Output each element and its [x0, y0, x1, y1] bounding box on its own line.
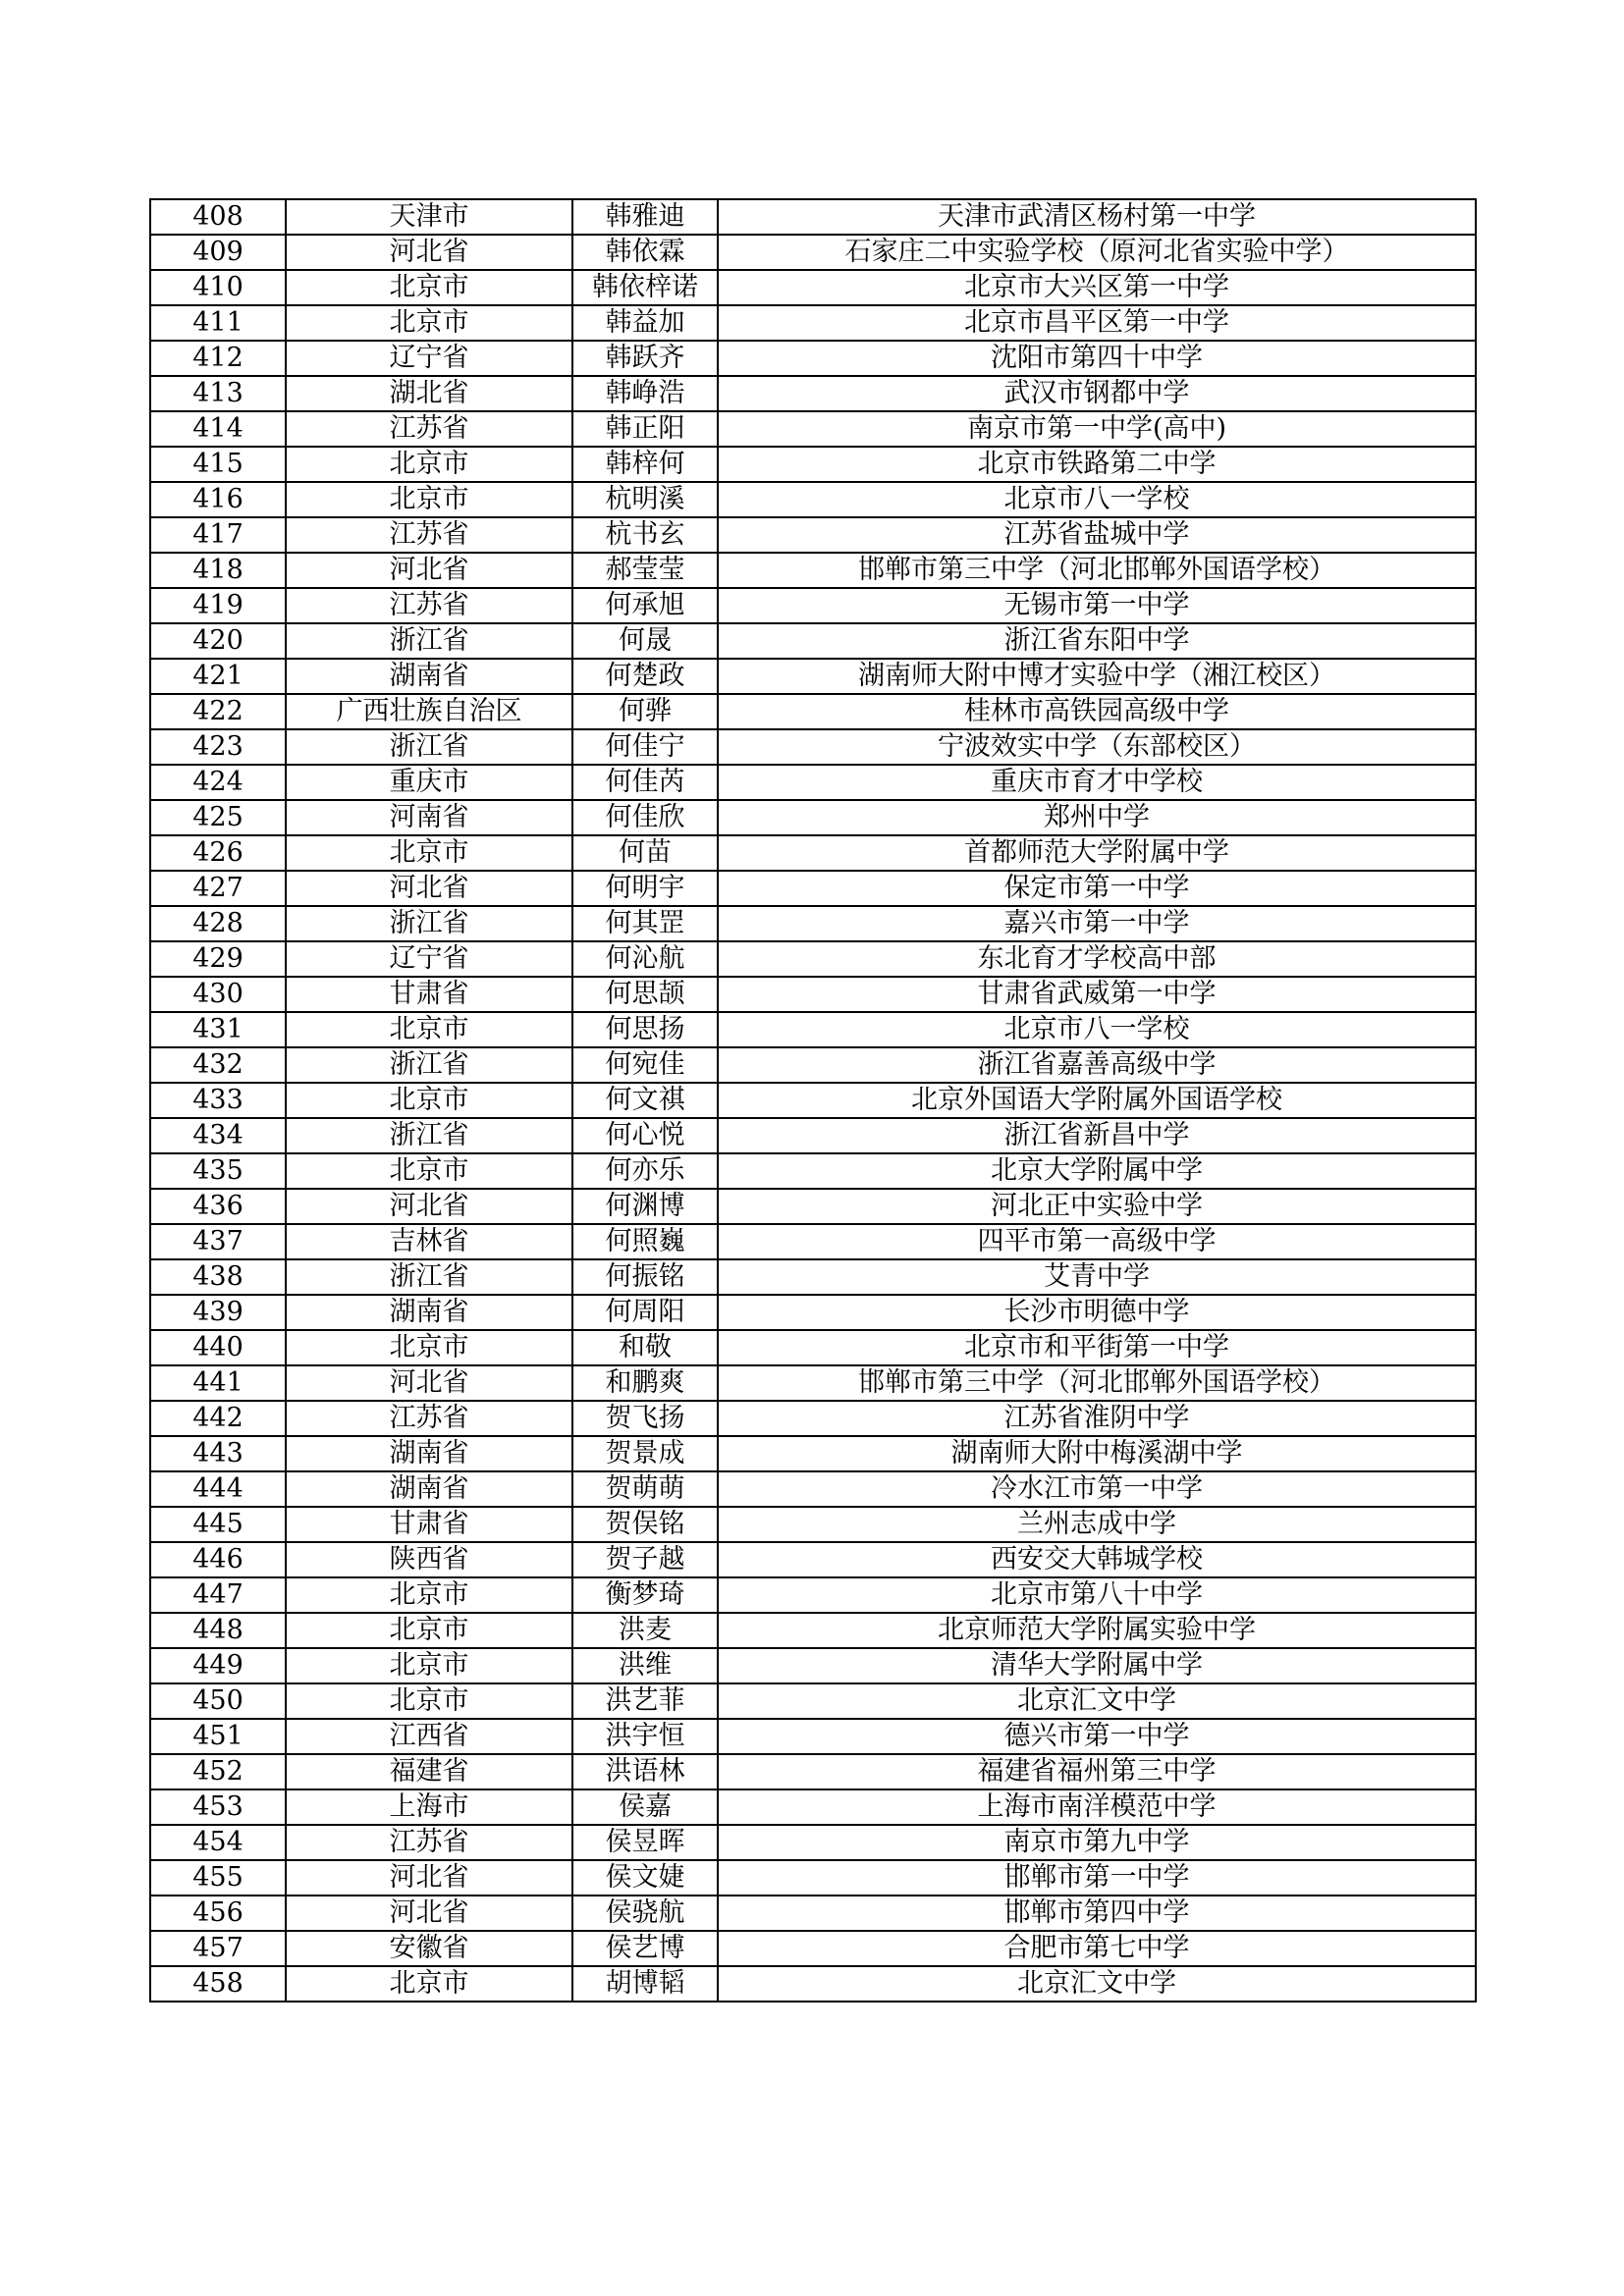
school-cell: 北京市和平街第一中学 [718, 1330, 1476, 1365]
province-cell: 安徽省 [286, 1931, 572, 1966]
province-cell: 北京市 [286, 1330, 572, 1365]
table-row [150, 977, 1476, 1012]
school-cell: 北京市铁路第二中学 [718, 447, 1476, 482]
row-number-cell: 438 [150, 1259, 286, 1295]
table-row [150, 341, 1476, 376]
student-name-cell: 贺飞扬 [572, 1401, 718, 1436]
row-number-cell: 430 [150, 977, 286, 1012]
province-cell: 陕西省 [286, 1542, 572, 1577]
row-number-cell: 441 [150, 1365, 286, 1401]
student-name-cell: 何宛佳 [572, 1047, 718, 1083]
student-name-cell: 何其罡 [572, 906, 718, 941]
student-name-cell: 杭明溪 [572, 482, 718, 517]
school-cell: 北京汇文中学 [718, 1966, 1476, 2002]
row-number-cell: 440 [150, 1330, 286, 1365]
row-number-cell: 443 [150, 1436, 286, 1471]
province-cell: 湖南省 [286, 659, 572, 694]
student-name-cell: 和敬 [572, 1330, 718, 1365]
school-cell: 合肥市第七中学 [718, 1931, 1476, 1966]
row-number-cell: 454 [150, 1825, 286, 1860]
province-cell: 河北省 [286, 1896, 572, 1931]
table-row [150, 305, 1476, 341]
table-row [150, 411, 1476, 447]
province-cell: 河北省 [286, 1860, 572, 1896]
student-name-cell: 何思颉 [572, 977, 718, 1012]
student-name-cell: 何佳欣 [572, 800, 718, 835]
school-cell: 郑州中学 [718, 800, 1476, 835]
student-name-cell: 侯骁航 [572, 1896, 718, 1931]
school-cell: 南京市第一中学(高中) [718, 411, 1476, 447]
table-row [150, 1083, 1476, 1118]
school-cell: 兰州志成中学 [718, 1507, 1476, 1542]
student-name-cell: 何心悦 [572, 1118, 718, 1153]
table-row [150, 871, 1476, 906]
table-row [150, 553, 1476, 588]
student-name-cell: 侯文婕 [572, 1860, 718, 1896]
table-row [150, 765, 1476, 800]
student-name-cell: 洪麦 [572, 1613, 718, 1648]
table-row [150, 1931, 1476, 1966]
province-cell: 北京市 [286, 1577, 572, 1613]
student-name-cell: 何晟 [572, 623, 718, 659]
row-number-cell: 446 [150, 1542, 286, 1577]
student-name-cell: 贺景成 [572, 1436, 718, 1471]
table-row [150, 1754, 1476, 1789]
province-cell: 北京市 [286, 305, 572, 341]
student-name-cell: 何骅 [572, 694, 718, 729]
school-cell: 宁波效实中学（东部校区） [718, 729, 1476, 765]
row-number-cell: 439 [150, 1295, 286, 1330]
row-number-cell: 450 [150, 1683, 286, 1719]
table-row [150, 1542, 1476, 1577]
row-number-cell: 422 [150, 694, 286, 729]
table-row [150, 623, 1476, 659]
school-cell: 湖南师大附中博才实验中学（湘江校区） [718, 659, 1476, 694]
table-row [150, 941, 1476, 977]
school-cell: 北京大学附属中学 [718, 1153, 1476, 1189]
student-name-cell: 何明宇 [572, 871, 718, 906]
school-cell: 东北育才学校高中部 [718, 941, 1476, 977]
student-name-cell: 韩正阳 [572, 411, 718, 447]
table-row [150, 1189, 1476, 1224]
table-row [150, 694, 1476, 729]
student-name-cell: 韩益加 [572, 305, 718, 341]
table-row [150, 1224, 1476, 1259]
province-cell: 浙江省 [286, 729, 572, 765]
row-number-cell: 442 [150, 1401, 286, 1436]
row-number-cell: 453 [150, 1789, 286, 1825]
table-row [150, 270, 1476, 305]
province-cell: 北京市 [286, 1683, 572, 1719]
row-number-cell: 427 [150, 871, 286, 906]
student-name-cell: 郝莹莹 [572, 553, 718, 588]
school-cell: 北京市昌平区第一中学 [718, 305, 1476, 341]
table-row [150, 199, 1476, 235]
row-number-cell: 418 [150, 553, 286, 588]
school-cell: 甘肃省武威第一中学 [718, 977, 1476, 1012]
roster-table-body [150, 199, 1476, 2002]
row-number-cell: 457 [150, 1931, 286, 1966]
row-number-cell: 436 [150, 1189, 286, 1224]
province-cell: 天津市 [286, 199, 572, 235]
student-name-cell: 何佳宁 [572, 729, 718, 765]
province-cell: 北京市 [286, 1613, 572, 1648]
table-row [150, 1789, 1476, 1825]
student-name-cell: 何亦乐 [572, 1153, 718, 1189]
student-name-cell: 何沁航 [572, 941, 718, 977]
school-cell: 福建省福州第三中学 [718, 1754, 1476, 1789]
province-cell: 辽宁省 [286, 341, 572, 376]
province-cell: 江西省 [286, 1719, 572, 1754]
school-cell: 德兴市第一中学 [718, 1719, 1476, 1754]
province-cell: 河北省 [286, 235, 572, 270]
student-name-cell: 何佳芮 [572, 765, 718, 800]
student-name-cell: 何承旭 [572, 588, 718, 623]
school-cell: 北京汇文中学 [718, 1683, 1476, 1719]
province-cell: 甘肃省 [286, 977, 572, 1012]
table-row [150, 1436, 1476, 1471]
row-number-cell: 456 [150, 1896, 286, 1931]
school-cell: 江苏省盐城中学 [718, 517, 1476, 553]
table-row [150, 1648, 1476, 1683]
province-cell: 江苏省 [286, 1401, 572, 1436]
province-cell: 北京市 [286, 482, 572, 517]
province-cell: 北京市 [286, 835, 572, 871]
student-name-cell: 和鹏爽 [572, 1365, 718, 1401]
school-cell: 北京市八一学校 [718, 482, 1476, 517]
row-number-cell: 426 [150, 835, 286, 871]
school-cell: 河北正中实验中学 [718, 1189, 1476, 1224]
table-row [150, 1507, 1476, 1542]
row-number-cell: 433 [150, 1083, 286, 1118]
table-row [150, 1330, 1476, 1365]
school-cell: 浙江省嘉善高级中学 [718, 1047, 1476, 1083]
province-cell: 北京市 [286, 1083, 572, 1118]
student-name-cell: 何渊博 [572, 1189, 718, 1224]
student-name-cell: 侯嘉 [572, 1789, 718, 1825]
student-name-cell: 何楚政 [572, 659, 718, 694]
school-cell: 西安交大韩城学校 [718, 1542, 1476, 1577]
table-row [150, 517, 1476, 553]
student-name-cell: 何周阳 [572, 1295, 718, 1330]
row-number-cell: 410 [150, 270, 286, 305]
table-row [150, 659, 1476, 694]
school-cell: 邯郸市第三中学（河北邯郸外国语学校） [718, 1365, 1476, 1401]
student-name-cell: 何文祺 [572, 1083, 718, 1118]
province-cell: 北京市 [286, 447, 572, 482]
school-cell: 嘉兴市第一中学 [718, 906, 1476, 941]
school-cell: 保定市第一中学 [718, 871, 1476, 906]
row-number-cell: 425 [150, 800, 286, 835]
table-row [150, 1259, 1476, 1295]
student-name-cell: 洪艺菲 [572, 1683, 718, 1719]
row-number-cell: 416 [150, 482, 286, 517]
row-number-cell: 424 [150, 765, 286, 800]
school-cell: 武汉市钢都中学 [718, 376, 1476, 411]
province-cell: 辽宁省 [286, 941, 572, 977]
row-number-cell: 449 [150, 1648, 286, 1683]
school-cell: 首都师范大学附属中学 [718, 835, 1476, 871]
student-name-cell: 何振铭 [572, 1259, 718, 1295]
school-cell: 浙江省东阳中学 [718, 623, 1476, 659]
province-cell: 江苏省 [286, 517, 572, 553]
row-number-cell: 411 [150, 305, 286, 341]
province-cell: 浙江省 [286, 1118, 572, 1153]
province-cell: 湖南省 [286, 1436, 572, 1471]
table-row [150, 376, 1476, 411]
province-cell: 浙江省 [286, 906, 572, 941]
table-row [150, 1719, 1476, 1754]
province-cell: 河北省 [286, 553, 572, 588]
student-name-cell: 胡博韬 [572, 1966, 718, 2002]
province-cell: 福建省 [286, 1754, 572, 1789]
student-name-cell: 何照巍 [572, 1224, 718, 1259]
row-number-cell: 444 [150, 1471, 286, 1507]
province-cell: 湖南省 [286, 1295, 572, 1330]
student-name-cell: 侯昱晖 [572, 1825, 718, 1860]
row-number-cell: 417 [150, 517, 286, 553]
student-name-cell: 杭书玄 [572, 517, 718, 553]
row-number-cell: 445 [150, 1507, 286, 1542]
table-row [150, 835, 1476, 871]
student-name-cell: 洪宇恒 [572, 1719, 718, 1754]
school-cell: 北京市八一学校 [718, 1012, 1476, 1047]
student-name-cell: 韩跃齐 [572, 341, 718, 376]
student-name-cell: 韩梓何 [572, 447, 718, 482]
province-cell: 北京市 [286, 1966, 572, 2002]
province-cell: 吉林省 [286, 1224, 572, 1259]
table-row [150, 800, 1476, 835]
school-cell: 天津市武清区杨村第一中学 [718, 199, 1476, 235]
row-number-cell: 437 [150, 1224, 286, 1259]
school-cell: 南京市第九中学 [718, 1825, 1476, 1860]
student-name-cell: 贺子越 [572, 1542, 718, 1577]
student-name-cell: 洪语林 [572, 1754, 718, 1789]
table-row [150, 588, 1476, 623]
school-cell: 沈阳市第四十中学 [718, 341, 1476, 376]
table-row [150, 1365, 1476, 1401]
student-name-cell: 贺萌萌 [572, 1471, 718, 1507]
row-number-cell: 423 [150, 729, 286, 765]
province-cell: 河南省 [286, 800, 572, 835]
school-cell: 石家庄二中实验学校（原河北省实验中学） [718, 235, 1476, 270]
row-number-cell: 408 [150, 199, 286, 235]
student-name-cell: 侯艺博 [572, 1931, 718, 1966]
province-cell: 甘肃省 [286, 1507, 572, 1542]
student-name-cell: 韩峥浩 [572, 376, 718, 411]
school-cell: 邯郸市第一中学 [718, 1860, 1476, 1896]
school-cell: 湖南师大附中梅溪湖中学 [718, 1436, 1476, 1471]
row-number-cell: 415 [150, 447, 286, 482]
province-cell: 北京市 [286, 1153, 572, 1189]
school-cell: 艾青中学 [718, 1259, 1476, 1295]
school-cell: 邯郸市第三中学（河北邯郸外国语学校） [718, 553, 1476, 588]
province-cell: 河北省 [286, 871, 572, 906]
student-name-cell: 何苗 [572, 835, 718, 871]
row-number-cell: 428 [150, 906, 286, 941]
province-cell: 湖南省 [286, 1471, 572, 1507]
table-row [150, 1825, 1476, 1860]
row-number-cell: 409 [150, 235, 286, 270]
school-cell: 无锡市第一中学 [718, 588, 1476, 623]
province-cell: 江苏省 [286, 1825, 572, 1860]
row-number-cell: 452 [150, 1754, 286, 1789]
table-row [150, 1577, 1476, 1613]
table-row [150, 1047, 1476, 1083]
row-number-cell: 458 [150, 1966, 286, 2002]
school-cell: 长沙市明德中学 [718, 1295, 1476, 1330]
table-row [150, 1683, 1476, 1719]
row-number-cell: 455 [150, 1860, 286, 1896]
table-row [150, 1401, 1476, 1436]
student-name-cell: 何思扬 [572, 1012, 718, 1047]
row-number-cell: 448 [150, 1613, 286, 1648]
school-cell: 浙江省新昌中学 [718, 1118, 1476, 1153]
student-name-cell: 洪维 [572, 1648, 718, 1683]
province-cell: 广西壮族自治区 [286, 694, 572, 729]
province-cell: 北京市 [286, 1648, 572, 1683]
row-number-cell: 414 [150, 411, 286, 447]
row-number-cell: 429 [150, 941, 286, 977]
school-cell: 桂林市高铁园高级中学 [718, 694, 1476, 729]
student-name-cell: 贺俣铭 [572, 1507, 718, 1542]
school-cell: 北京市第八十中学 [718, 1577, 1476, 1613]
province-cell: 湖北省 [286, 376, 572, 411]
table-row [150, 1295, 1476, 1330]
row-number-cell: 447 [150, 1577, 286, 1613]
province-cell: 上海市 [286, 1789, 572, 1825]
student-name-cell: 韩雅迪 [572, 199, 718, 235]
school-cell: 邯郸市第四中学 [718, 1896, 1476, 1931]
table-row [150, 1118, 1476, 1153]
table-row [150, 906, 1476, 941]
table-row [150, 1153, 1476, 1189]
province-cell: 江苏省 [286, 588, 572, 623]
roster-table [149, 198, 1477, 2002]
province-cell: 北京市 [286, 270, 572, 305]
province-cell: 浙江省 [286, 623, 572, 659]
school-cell: 上海市南洋模范中学 [718, 1789, 1476, 1825]
table-row [150, 1966, 1476, 2002]
school-cell: 北京外国语大学附属外国语学校 [718, 1083, 1476, 1118]
row-number-cell: 413 [150, 376, 286, 411]
row-number-cell: 420 [150, 623, 286, 659]
school-cell: 四平市第一高级中学 [718, 1224, 1476, 1259]
row-number-cell: 451 [150, 1719, 286, 1754]
school-cell: 冷水江市第一中学 [718, 1471, 1476, 1507]
province-cell: 重庆市 [286, 765, 572, 800]
student-name-cell: 韩依梓诺 [572, 270, 718, 305]
table-row [150, 447, 1476, 482]
table-row [150, 482, 1476, 517]
school-cell: 北京市大兴区第一中学 [718, 270, 1476, 305]
table-row [150, 1471, 1476, 1507]
school-cell: 江苏省淮阴中学 [718, 1401, 1476, 1436]
student-name-cell: 韩依霖 [572, 235, 718, 270]
school-cell: 清华大学附属中学 [718, 1648, 1476, 1683]
row-number-cell: 412 [150, 341, 286, 376]
province-cell: 河北省 [286, 1365, 572, 1401]
province-cell: 浙江省 [286, 1047, 572, 1083]
province-cell: 河北省 [286, 1189, 572, 1224]
row-number-cell: 431 [150, 1012, 286, 1047]
table-row [150, 1860, 1476, 1896]
school-cell: 重庆市育才中学校 [718, 765, 1476, 800]
table-row [150, 1613, 1476, 1648]
row-number-cell: 434 [150, 1118, 286, 1153]
school-cell: 北京师范大学附属实验中学 [718, 1613, 1476, 1648]
table-row [150, 235, 1476, 270]
table-row [150, 1012, 1476, 1047]
row-number-cell: 421 [150, 659, 286, 694]
province-cell: 浙江省 [286, 1259, 572, 1295]
table-row [150, 1896, 1476, 1931]
table-row [150, 729, 1476, 765]
row-number-cell: 435 [150, 1153, 286, 1189]
province-cell: 北京市 [286, 1012, 572, 1047]
province-cell: 江苏省 [286, 411, 572, 447]
student-name-cell: 衡梦琦 [572, 1577, 718, 1613]
row-number-cell: 432 [150, 1047, 286, 1083]
row-number-cell: 419 [150, 588, 286, 623]
